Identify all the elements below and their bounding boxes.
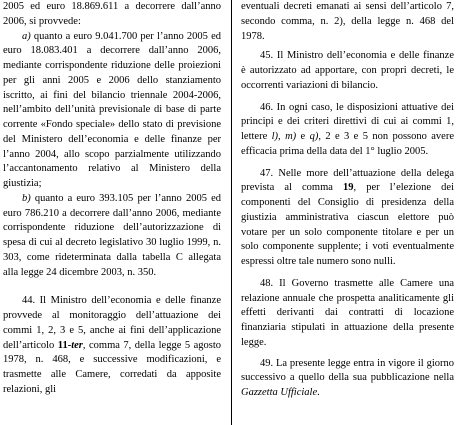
item-a-text: quanto a euro 9.041.700 per l’anno 2005 ed euro 18.083.401 a decorrere dall’anno 2006, mediante corrispondente riduzione delle proiezioni per gli anni 2005 e 2006 dello stanziamento iscritto, ai fini del bilancio triennale 2004-2006, nell’ambito dell’unità previsionale di base di parte corrente «Fondo speciale» dello stato di previsione del Ministero dell’economia e delle finanze per l’anno 2004, allo scopo parzialmente utilizzando l’accantonamento relativo al Ministero della giustizia; — [3, 30, 221, 189]
article-suffix: ter — [71, 339, 83, 351]
paragraph-48-text: 48. Il Governo trasmette alle Camere una relazione annuale che prospetta analiticamente gli effetti derivanti dai contratti di locazione finanziaria stipulati in attuazione della presente legge. — [241, 277, 454, 348]
letter-q: q) — [309, 131, 319, 142]
paragraph-intro — [3, 0, 221, 30]
right-column — [241, 0, 454, 401]
separator-2: e — [296, 131, 310, 142]
paragraph-46-start: 46. In ogni caso, le disposizioni attuative dei principi e dei criteri direttivi di cui ai commi 1, lettere — [241, 101, 454, 142]
paragraph-47-end: , per l’elezione dei componenti del Consiglio di presidenza della giustizia amministrativa ciascun elettore può votare per un solo componente titolare e per un solo componente supplente; i voti eventualmente espressi oltre tale numero sono nulli. — [241, 182, 454, 267]
paragraph-45 — [241, 49, 454, 93]
paragraph-46-end: , 2 e 3 e 5 non possono avere efficacia prima della data del 1° luglio 2005. — [241, 131, 455, 157]
gazette-title: Gazzetta Ufficiale — [241, 387, 318, 398]
column-divider — [231, 0, 232, 425]
separator-1: , — [278, 131, 286, 142]
article-number: 11- — [57, 339, 72, 351]
paragraph-49 — [241, 357, 454, 401]
paragraph-44 — [3, 294, 221, 397]
letter-m: m) — [285, 131, 297, 142]
paragraph-46 — [241, 101, 454, 160]
paragraph-45-text: 45. Il Ministro dell’economia e delle finanze è autorizzato ad apportare, con propri decreti, le occorrenti variazioni di bilancio. — [241, 50, 454, 91]
letter-l: l) — [271, 131, 279, 142]
paragraph-continuation — [241, 0, 454, 44]
paragraph-intro-text: 2005 ed euro 18.869.611 a decorrere dall’anno 2006, si provvede: — [3, 1, 221, 27]
paragraph-47 — [241, 167, 454, 270]
item-b-label: b) — [22, 192, 31, 204]
paragraph-49-end: . — [317, 387, 320, 398]
paragraph-continuation-text: eventuali decreti emanati ai sensi dell’articolo 7, secondo comma, n. 2), della legge n. 468 del 1978. — [241, 1, 454, 42]
item-b — [3, 192, 221, 281]
paragraph-48 — [241, 277, 454, 351]
left-column — [3, 0, 221, 398]
comma-number: 19 — [342, 182, 354, 194]
paragraph-49-start: 49. La presente legge entra in vigore il giorno successivo a quello della sua pubblicazione nella — [241, 357, 454, 384]
item-a — [3, 30, 221, 192]
item-a-label: a) — [22, 30, 31, 42]
item-b-text: quanto a euro 393.105 per l’anno 2005 ed euro 786.210 a decorrere dall’anno 2006, mediante corrispondente riduzione dell’autorizzazione di spesa di cui al decreto legislativo 30 luglio 1999, n. 303, come rideterminata dalla tabella C allegata alla legge 24 dicembre 2003, n. 350. — [3, 192, 221, 278]
paragraph-47-start: 47. Nelle more dell’attuazione della delega prevista al comma — [241, 167, 454, 194]
paragraph-44-end: , comma 7, della legge 5 agosto 1978, n. 468, e successive modificazioni, e trasmette alle Camere, corredati da apposite relazioni, gli — [3, 339, 221, 395]
paragraph-44-start: 44. Il Ministro dell’economia e delle finanze provvede al monitoraggio dell’attuazione dei commi 1, 2, 3 e 5, anche ai fini dell’applicazione dell’articolo — [3, 295, 221, 351]
